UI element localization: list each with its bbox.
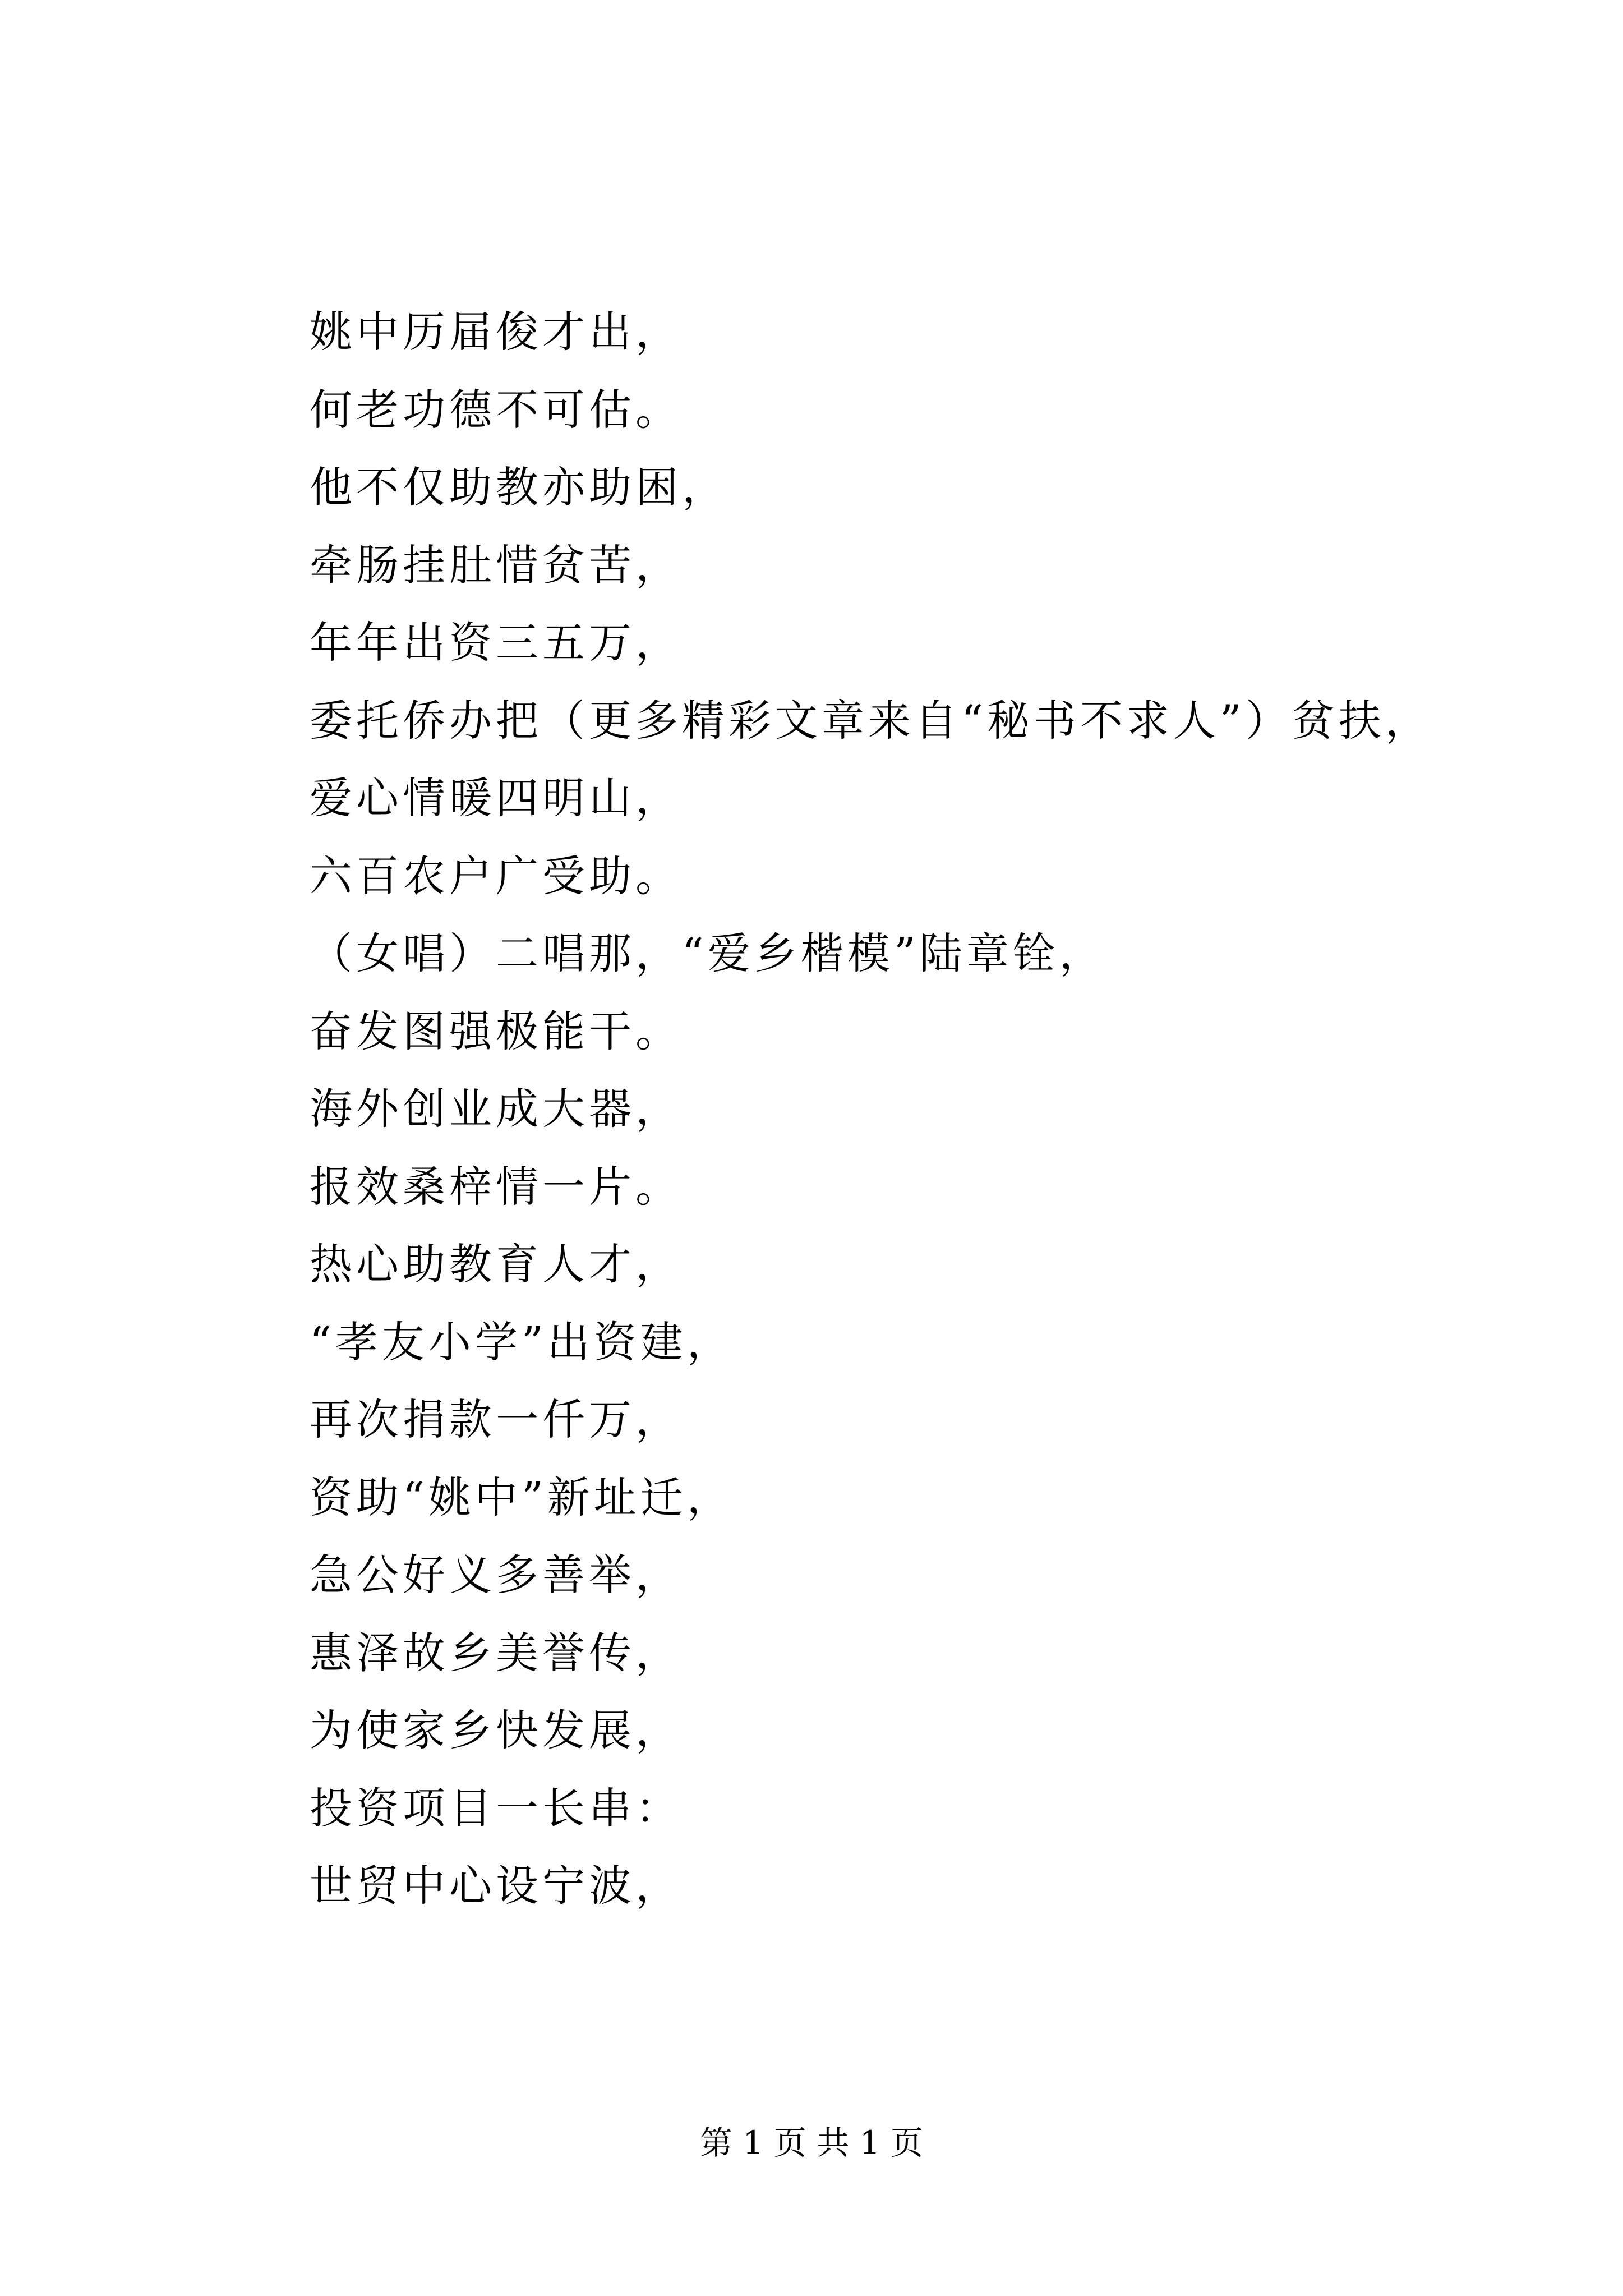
poem-line-3: 他不仅助教亦助困， [310,462,728,512]
poem-line-5: 年年出资三五万， [310,618,682,668]
poem-line-18: 惠泽故乡美誉传， [310,1627,682,1678]
poem-line-19: 为使家乡快发展， [310,1705,682,1755]
poem-line-11: 海外创业成大器， [310,1084,682,1134]
poem-line-12: 报效桑梓情一片。 [310,1161,682,1212]
poem-line-16: 资助“姚中”新址迁， [310,1472,734,1522]
poem-line-1: 姚中历届俊才出， [310,307,682,357]
poem-line-4: 牵肠挂肚惜贫苦， [310,540,682,590]
poem-line-21: 世贸中心设宁波， [310,1861,682,1911]
poem-line-2: 何老功德不可估。 [310,384,682,435]
poem-line-6: 委托侨办把（更多精彩文章来自“秘书不求人”）贫扶， [310,695,1432,746]
poem-line-14: “孝友小学”出资建， [310,1317,734,1367]
poem-line-20: 投资项目一长串： [310,1783,682,1833]
poem-body [310,293,1599,1925]
poem-line-17: 急公好义多善举， [310,1550,682,1600]
page-footer: 第 1 页 共 1 页 [700,2124,923,2162]
poem-line-10: 奋发图强极能干。 [310,1006,682,1056]
poem-line-9: （女唱）二唱那，“爱乡楷模”陆章铨， [310,928,1106,978]
poem-line-7: 爱心情暖四明山， [310,773,682,823]
poem-line-15: 再次捐款一仟万， [310,1395,682,1444]
poem-line-13: 热心助教育人才， [310,1239,682,1289]
poem-line-8: 六百农户广受助。 [310,850,682,901]
